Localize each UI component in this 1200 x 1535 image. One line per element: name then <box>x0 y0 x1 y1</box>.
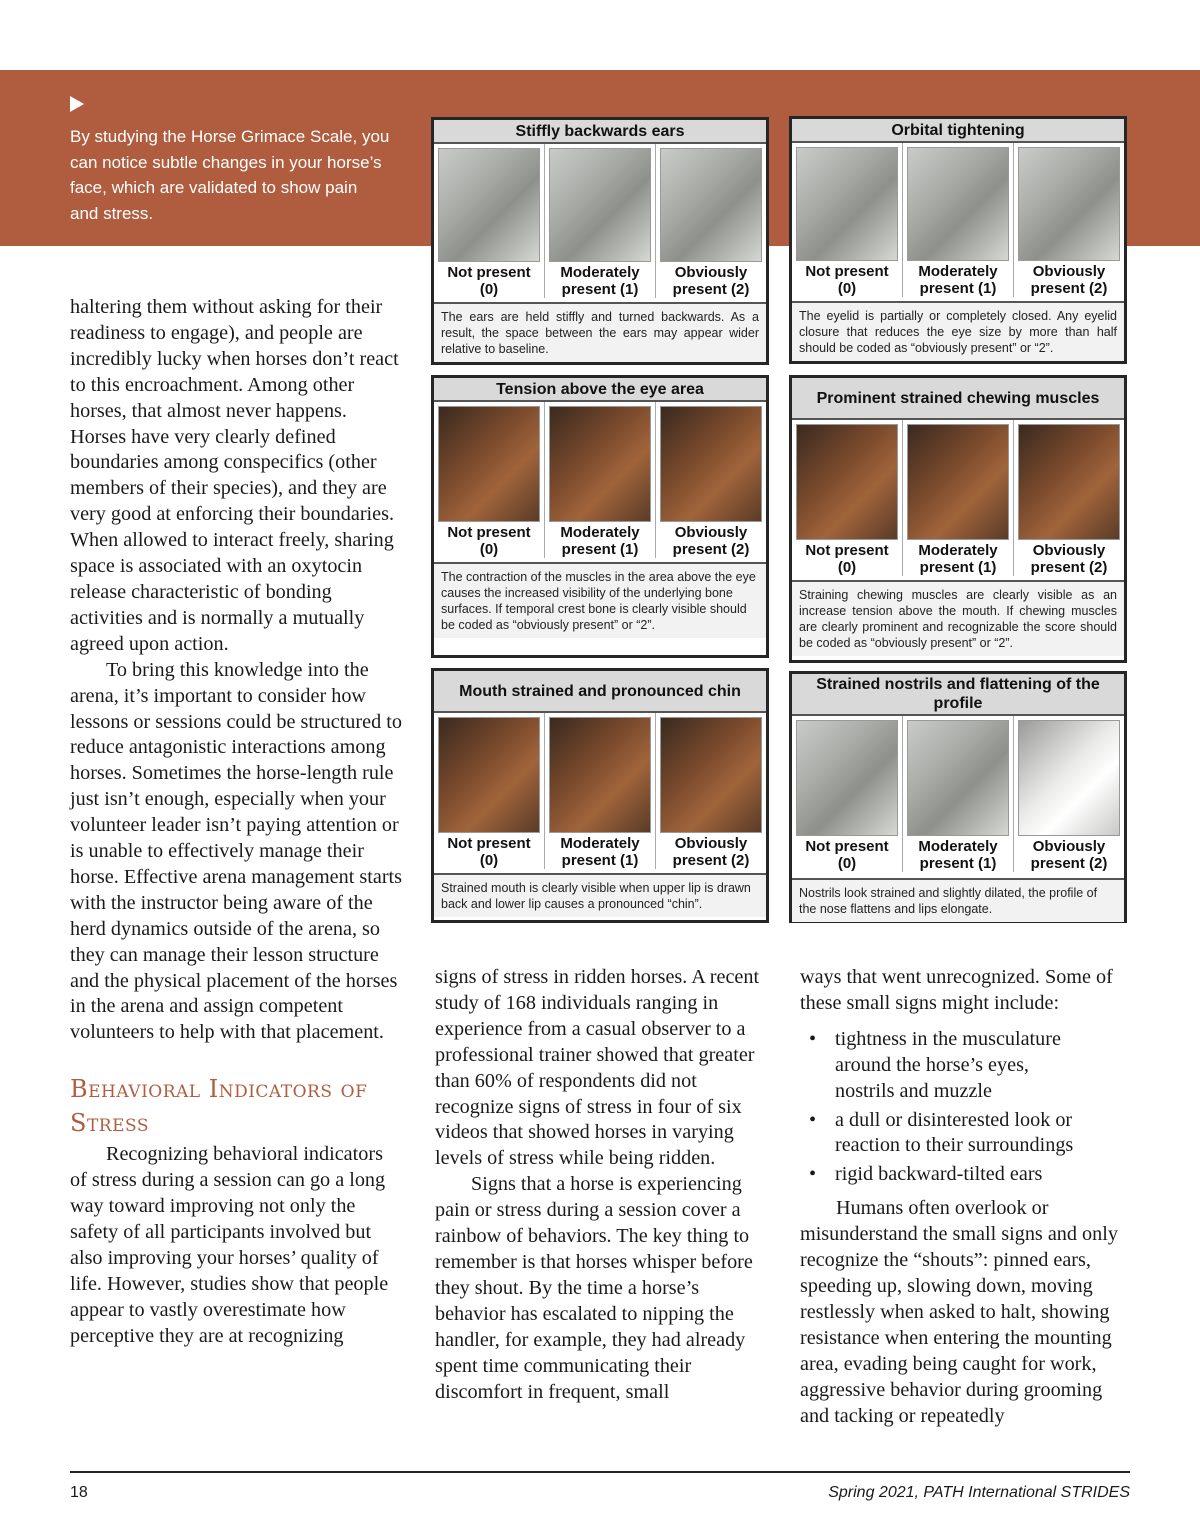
panel-image-row <box>792 143 1124 297</box>
horse-photo <box>907 424 1008 540</box>
horse-photo <box>438 148 539 262</box>
publication-name: Spring 2021, PATH International STRIDES <box>828 1484 1130 1501</box>
body-paragraph: ways that went unrecognized. Some of these small signs might include: <box>800 966 1113 1014</box>
score-cell-2 <box>656 402 766 558</box>
footer-rule <box>70 1471 1130 1473</box>
score-label: Moderately present (1) <box>560 264 640 298</box>
panel-title: Stiffly backwards ears <box>434 120 766 144</box>
horse-photo <box>660 717 761 833</box>
bullet-text: rigid backward-tilted ears <box>835 1163 1043 1186</box>
panel-image-row <box>434 402 766 558</box>
score-cell-2 <box>1014 143 1124 297</box>
photo-caption: By studying the Horse Grimace Scale, you can notice subtle changes in your horse’s face, which are validated to show pain and stress. <box>70 127 390 223</box>
panel-description: Strained mouth is clearly visible when upper lip is drawn back and lower lip causes a pronounced “chin”. <box>434 873 766 917</box>
score-label: Obviously present (2) <box>1030 542 1108 576</box>
score-cell-2 <box>656 144 766 298</box>
score-label: Moderately present (1) <box>918 838 998 872</box>
panel-title: Strained nostrils and flattening of the profile <box>792 674 1124 716</box>
grimace-panel-nostrils <box>789 671 1127 923</box>
body-paragraph: signs of stress in ridden horses. A recent study of 168 individuals ranging in experience from a casual observer to a professional trainer showed that greater than 60% of respondents did not recognize signs of stress in four of six videos that showed horses in varying levels of stress while being ridden. <box>435 966 760 1170</box>
section-heading: Behavioral Indicators of Stress <box>70 1075 368 1138</box>
grimace-panel-chewing <box>789 375 1127 663</box>
score-label: Obviously present (2) <box>672 835 750 869</box>
horse-photo <box>549 406 650 522</box>
score-label: Obviously present (2) <box>672 264 750 298</box>
score-cell-0 <box>434 713 545 869</box>
grimace-panel-ears <box>431 117 769 365</box>
panel-image-row <box>434 144 766 298</box>
score-cell-2 <box>1014 420 1124 576</box>
score-label: Not present (0) <box>447 835 531 869</box>
score-label: Not present (0) <box>447 524 531 558</box>
horse-photo <box>1018 720 1119 836</box>
horse-photo <box>660 406 761 522</box>
body-paragraph: Signs that a horse is experiencing pain or stress during a session cover a rainbow of behaviors. The key thing to remember is that horses whisper before they shout. By the time a horse’s behavior has escalated to nipping the handler, for example, they had already spent time communicating their discomfort in frequent, small <box>435 1173 753 1403</box>
panel-image-row <box>792 716 1124 872</box>
grimace-panel-mouth <box>431 668 769 923</box>
bullet-icon: • <box>809 1163 817 1186</box>
panel-title: Prominent strained chewing muscles <box>792 378 1124 420</box>
panel-description: The ears are held stiffly and turned backwards. As a result, the space between the ears may appear wider relative to baseline. <box>434 302 766 362</box>
bullet-list <box>800 1027 1134 1188</box>
grimace-panel-eye-tension <box>431 375 769 658</box>
panel-description: The eyelid is partially or completely closed. Any eyelid closure that reduces the eye size by more than half should be coded as “obviously present” or “2”. <box>792 301 1124 361</box>
score-cell-0 <box>792 143 903 297</box>
horse-photo <box>907 147 1008 261</box>
bullet-text: a dull or disinterested look or reaction to their surroundings <box>835 1108 1074 1157</box>
score-label: Moderately present (1) <box>560 524 640 558</box>
score-cell-0 <box>434 144 545 298</box>
horse-photo <box>1018 147 1119 261</box>
score-cell-1 <box>903 716 1014 872</box>
score-label: Not present (0) <box>447 264 531 298</box>
score-cell-0 <box>792 716 903 872</box>
bullet-icon: • <box>809 1027 817 1050</box>
score-cell-0 <box>434 402 545 558</box>
horse-photo <box>549 148 650 262</box>
body-paragraph: Recognizing behavioral indicators of stress during a session can go a long way toward improving not only the safety of all participants involved but also improving your horses’ quality of life. However, studies show that people appear to vastly overestimate how perceptive they are at recognizing <box>70 1143 389 1347</box>
horse-photo <box>907 720 1008 836</box>
page-number: 18 <box>70 1484 88 1501</box>
bullet-icon: • <box>809 1108 817 1131</box>
score-cell-1 <box>545 402 656 558</box>
score-cell-1 <box>545 713 656 869</box>
article-column-3 <box>800 965 1134 1429</box>
score-cell-1 <box>903 420 1014 576</box>
horse-photo <box>438 406 539 522</box>
body-paragraph: Humans often overlook or misunderstand the small signs and only recognize the “shouts”: pinned ears, speeding up, slowing down, moving restlessly when asked to halt, showing resistance when entering the mounting area, evading being caught for work, aggressive behavior during grooming and tacking or repeatedly <box>800 1197 1118 1427</box>
score-label: Moderately present (1) <box>918 263 998 297</box>
score-label: Not present (0) <box>805 838 889 872</box>
score-label: Not present (0) <box>805 542 889 576</box>
article-column-2 <box>435 965 770 1405</box>
panel-title: Orbital tightening <box>792 119 1124 143</box>
score-label: Obviously present (2) <box>1030 838 1108 872</box>
score-label: Obviously present (2) <box>1030 263 1108 297</box>
panel-description: Nostrils look strained and slightly dilated, the profile of the nose flattens and lips elongate. <box>792 878 1124 922</box>
horse-photo <box>796 720 897 836</box>
score-cell-1 <box>903 143 1014 297</box>
score-label: Moderately present (1) <box>918 542 998 576</box>
panel-title: Mouth strained and pronounced chin <box>434 671 766 713</box>
panel-image-row <box>434 713 766 869</box>
bullet-item <box>800 1108 1134 1160</box>
bullet-item <box>800 1162 1134 1188</box>
score-cell-1 <box>545 144 656 298</box>
horse-photo <box>660 148 761 262</box>
horse-photo <box>549 717 650 833</box>
score-label: Not present (0) <box>805 263 889 297</box>
score-label: Moderately present (1) <box>560 835 640 869</box>
horse-photo <box>796 147 897 261</box>
grimace-panel-orbital <box>789 116 1127 364</box>
play-arrow-icon <box>70 96 84 112</box>
horse-photo <box>796 424 897 540</box>
body-paragraph: haltering them without asking for their readiness to engage), and people are incredibly lucky when horses don’t react to this encroachment. Among other horses, that almost never happens. Horses have very clearly defined boundaries among conspecifics (other members of their species), and they are very good at enforcing their boundaries. When allowed to interact freely, sharing space is associated with an oxytocin release characteristic of bonding activities and is normally a mutually agreed upon action. <box>70 296 399 655</box>
horse-photo <box>438 717 539 833</box>
bullet-text: tightness in the musculature around the horse’s eyes, nostrils and muzzle <box>835 1027 1061 1102</box>
bullet-item <box>800 1027 1134 1105</box>
article-column-1 <box>70 295 404 1350</box>
panel-description: Straining chewing muscles are clearly visible as an increase tension above the mouth. If chewing muscles are clearly prominent and recognizable the score should be coded as “obviously present” or “2”. <box>792 580 1124 656</box>
score-label: Obviously present (2) <box>672 524 750 558</box>
score-cell-0 <box>792 420 903 576</box>
horse-photo <box>1018 424 1119 540</box>
body-paragraph: To bring this knowledge into the arena, it’s important to consider how lessons or sessions could be structured to reduce antagonistic interactions among horses. Sometimes the horse-length rule just isn’t enough, especially when your volunteer leader isn’t paying attention or is unable to effectively manage their horse. Effective arena management starts with the instructor being aware of the herd dynamics outside of the arena, so they can manage their lesson structure and the physical placement of the horses in the arena and assign competent volunteers to help with that placement. <box>70 658 403 1044</box>
score-cell-2 <box>1014 716 1124 872</box>
score-cell-2 <box>656 713 766 869</box>
panel-image-row <box>792 420 1124 576</box>
panel-title: Tension above the eye area <box>434 378 766 402</box>
panel-description: The contraction of the muscles in the area above the eye causes the increased visibility of the underlying bone surfaces. If temporal crest bone is clearly visible should be coded as “obviously present” or “2”. <box>434 562 766 638</box>
